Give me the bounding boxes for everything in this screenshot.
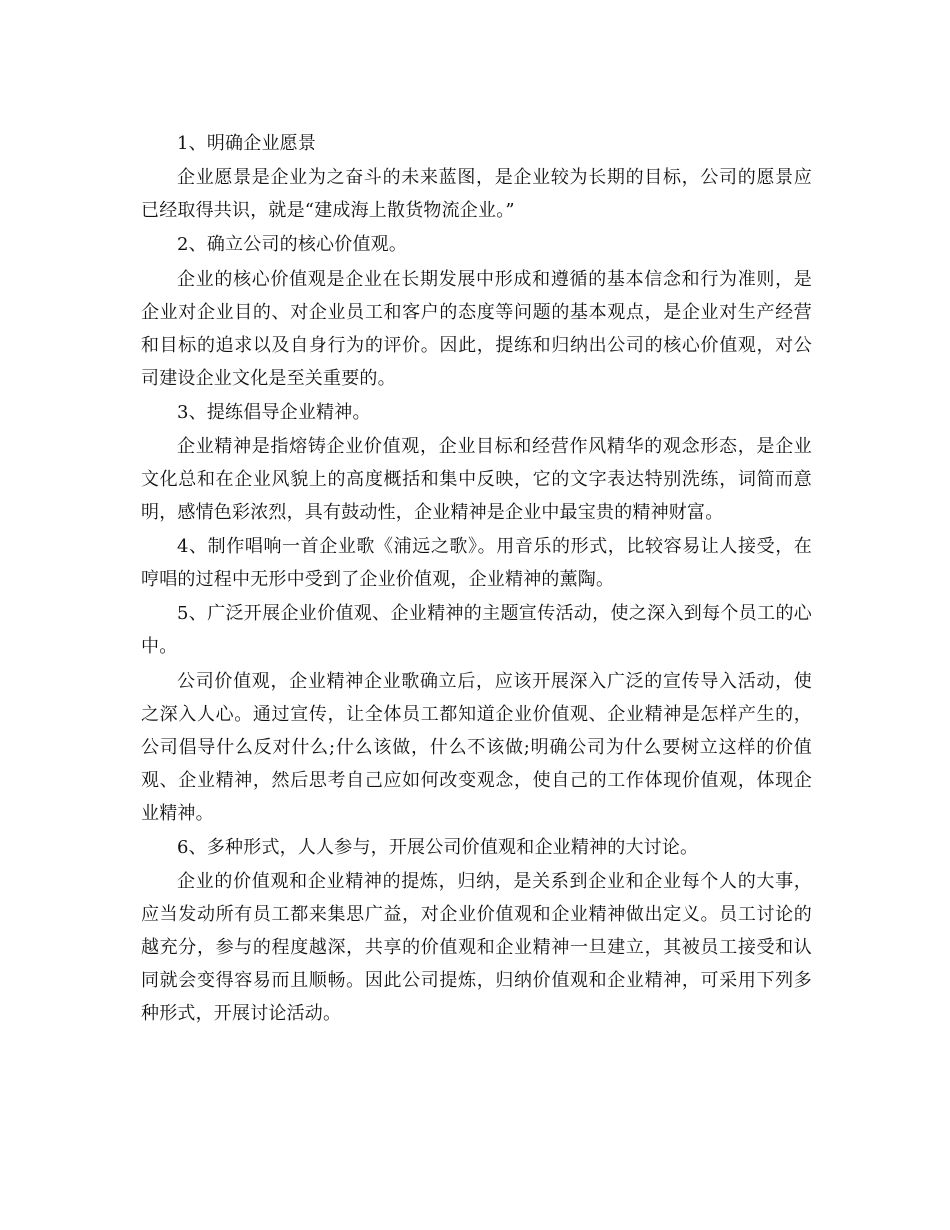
section-heading-publicity: 5、广泛开展企业价值观、企业精神的主题宣传活动，使之深入到每个员工的心中。 xyxy=(141,603,812,658)
paragraph-vision: 企业愿景是企业为之奋斗的未来蓝图，是企业较为长期的目标，公司的愿景应已经取得共识，就是“建成海上散货物流企业。” xyxy=(141,167,812,222)
paragraph-discussion: 企业的价值观和企业精神的提炼，归纳，是关系到企业和企业每个人的大事，应当发动所有员工都来集思广益，对企业价值观和企业精神做出定义。员工讨论的越充分，参与的程度越深，共享的价值观和企业精神一旦建立，其被员工接受和认同就会变得容易而且顺畅。因此公司提炼，归纳价值观和企业精神，可采用下列多种形式，开展讨论活动。 xyxy=(141,870,812,1024)
paragraph-publicity: 公司价值观，企业精神企业歌确立后，应该开展深入广泛的宣传导入活动，使之深入人心。通过宣传，让全体员工都知道企业价值观、企业精神是怎样产生的，公司倡导什么反对什么;什么该做，什么不该做;明确公司为什么要树立这样的价值观、企业精神，然后思考自己应如何改变观念，使自己的工作体现价值观，体现企业精神。 xyxy=(141,670,812,824)
section-heading-enterprise-spirit: 3、提练倡导企业精神。 xyxy=(177,401,371,423)
section-heading-company-song: 4、制作唱响一首企业歌《浦远之歌》。用音乐的形式，比较容易让人接受，在哼唱的过程中无形中受到了企业价值观，企业精神的薰陶。 xyxy=(141,536,812,591)
document-body xyxy=(141,127,812,1030)
section-heading-core-values: 2、确立公司的核心价值观。 xyxy=(177,234,408,256)
paragraph-enterprise-spirit: 企业精神是指熔铸企业价值观，企业目标和经营作风精华的观念形态，是企业文化总和在企业风貌上的高度概括和集中反映，它的文字表达特别洗练，词简而意明，感情色彩浓烈，具有鼓动性，企业精神是企业中最宝贵的精神财富。 xyxy=(141,435,812,523)
section-heading-vision: 1、明确企业愿景 xyxy=(177,133,317,154)
paragraph-core-values: 企业的核心价值观是企业在长期发展中形成和遵循的基本信念和行为准则，是企业对企业目的、对企业员工和客户的态度等问题的基本观点，是企业对生产经营和目标的追求以及自身行为的评价。因此，提练和归纳出公司的核心价值观，对公司建设企业文化是至关重要的。 xyxy=(141,268,812,389)
section-heading-discussion: 6、多种形式，人人参与，开展公司价值观和企业精神的大讨论。 xyxy=(177,836,699,858)
